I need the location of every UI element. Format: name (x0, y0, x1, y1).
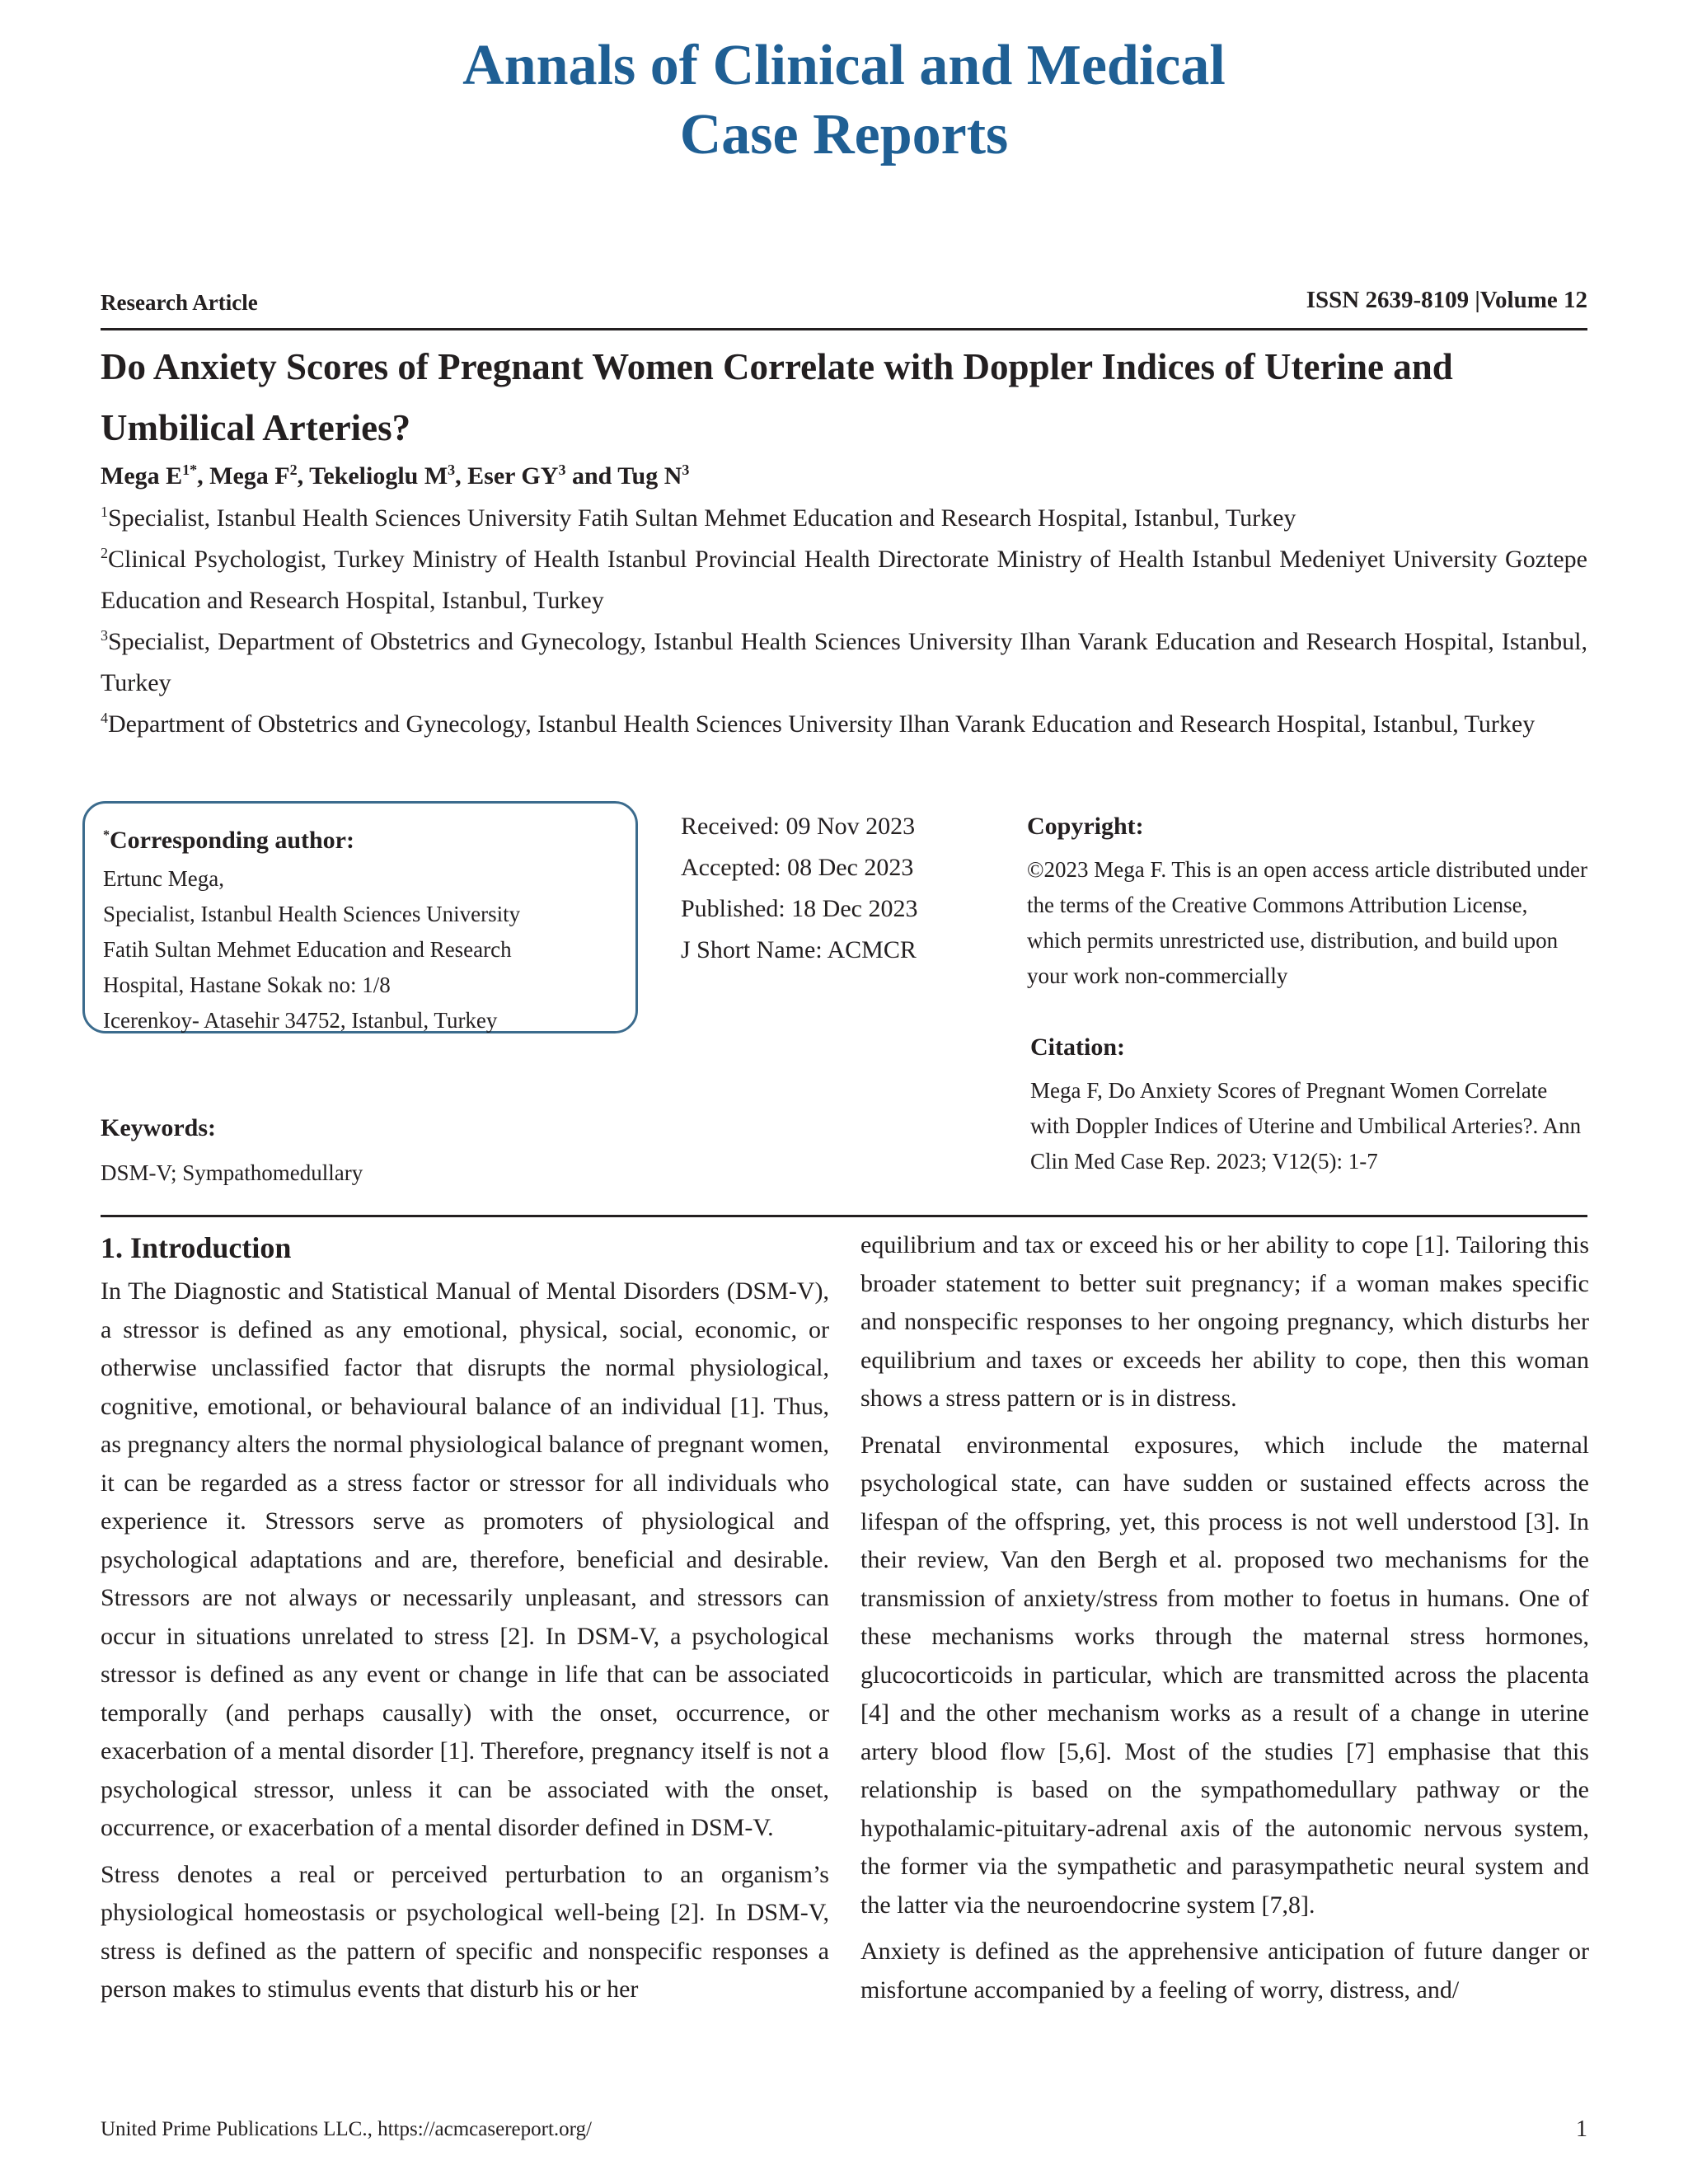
section-heading: 1. Introduction (101, 1231, 292, 1264)
copyright-heading: Copyright: (1027, 813, 1144, 840)
body-paragraph: Prenatal environmental exposures, which include the maternal psychological state, can have sudden or sustained effects across the lifespan of the offspring, yet, this process is not well understood [3]. In their review, Van den Bergh et al. proposed two mechanisms for the transmission of anxiety/stress from mother to foetus in humans. One of these mechanisms works through the maternal stress hormones, glucocorticoids in particular, which are transmitted across the placenta [4] and the other mechanism works as a result of a change in uterine artery blood flow [5,6]. Most of the studies [7] emphasise that this relationship is based on the sympathomedullary pathway or the hypothalamic-pituitary-adrenal axis of the autonomic nervous system, the former via the sympathetic and parasympathetic neural system and the latter via the neuroendocrine system [7,8]. (860, 1431, 1589, 1919)
body-paragraph: equilibrium and tax or exceed his or her ability to cope [1]. Tailoring this broader statement to better suit pregnancy; if a woman makes specific and nonspecific responses to her ongoing pregnancy, which disturbs her equilibrium and taxes or exceeds her ability to cope, then this woman shows a stress pattern or is in distress. (860, 1231, 1589, 1412)
body-column-left (101, 1226, 829, 2018)
corresponding-line: Specialist, Istanbul Health Sciences University (103, 902, 521, 926)
article-dates (681, 806, 917, 971)
author-name: Eser GY (467, 462, 559, 490)
journal-title (0, 31, 1688, 170)
body-paragraph: Anxiety is defined as the apprehensive anticipation of future danger or misfortune accompanied by a feeling of worry, distress, and/ (860, 1938, 1589, 2004)
corresponding-author-box (82, 801, 638, 1033)
keywords-heading: Keywords: (101, 1114, 216, 1141)
body-paragraph: In The Diagnostic and Statistical Manual of Mental Disorders (DSM-V), a stressor is defined as any emotional, physical, social, economic, or otherwise unclassified factor that disrupts the normal physiological, cognitive, emotional, or behavioural balance of an individual [1]. Thus, as pregnancy alters the normal physiological balance of pregnant women, it can be regarded as a stress factor or stressor for all individuals who experience it. Stressors serve as promoters of physiological and psychological adaptations and are, therefore, beneficial and desirable. Stressors are not always or necessarily unpleasant, and stressors can occur in situations unrelated to stress [2]. In DSM-V, a psychological stressor is defined as any event or change in life that can be associated temporally (and perhaps causally) with the onset, occurrence, or exacerbation of a mental disorder [1]. Therefore, pregnancy itself is not a psychological stressor, unless it can be associated with the onset, occurrence, or exacerbation of a mental disorder defined in DSM-V. (101, 1277, 829, 1841)
corresponding-marker: * (103, 828, 110, 842)
corresponding-line: Ertunc Mega, (103, 866, 224, 891)
accepted-date: Accepted: 08 Dec 2023 (681, 854, 914, 881)
author-affiliation-marker: 3 (682, 462, 690, 478)
affiliation-marker: 1 (101, 504, 108, 520)
affiliation-text: Department of Obstetrics and Gynecology, Istanbul Health Sciences University Ilhan Varank Education and Research Hospital, Istanbul, Turkey (108, 710, 1536, 738)
citation-text: Mega F, Do Anxiety Scores of Pregnant Women Correlate with Doppler Indices of Uterine and Umbilical Arteries?. Ann Clin Med Case Rep. 2023; V12(5): 1-7 (1030, 1078, 1582, 1174)
corresponding-line: Hospital, Hastane Sokak no: 1/8 (103, 972, 391, 997)
affiliation-marker: 3 (101, 627, 108, 644)
journal-title-line2: Case Reports (679, 103, 1009, 166)
affiliation (101, 704, 1587, 745)
affiliation-text: Clinical Psychologist, Turkey Ministry of Health Istanbul Provincial Health Directorate Ministry of Health Istanbul Medeniyet University Goztepe Education and Research Hospital, Istanbul, Turkey (101, 546, 1587, 614)
citation-block (1030, 1027, 1587, 1179)
journal-short-name: J Short Name: ACMCR (681, 936, 917, 963)
corresponding-author-heading: *Corresponding author: (103, 827, 354, 854)
published-date: Published: 18 Dec 2023 (681, 895, 918, 922)
section-rule (101, 1215, 1587, 1217)
author-affiliation-marker: 3 (558, 462, 566, 478)
author-affiliation-marker: 3 (448, 462, 456, 478)
keywords-block (101, 1108, 363, 1191)
author-affiliation-marker: 1* (182, 462, 198, 478)
author-affiliation-marker: 2 (289, 462, 298, 478)
copyright-text: ©2023 Mega F. This is an open access article distributed under the terms of the Creative Commons Attribution License, which permits unrestricted use, distribution, and build upon your work non-commercially (1027, 857, 1587, 988)
received-date: Received: 09 Nov 2023 (681, 813, 916, 840)
affiliation (101, 539, 1587, 621)
copyright-block (1027, 806, 1587, 994)
issn-volume: ISSN 2639-8109 |Volume 12 (1306, 287, 1587, 313)
author-list (101, 460, 689, 493)
author-separator: , (297, 462, 310, 490)
header-rule (101, 328, 1587, 330)
page-number: 1 (1576, 2116, 1587, 2142)
article-type: Research Article (101, 290, 258, 315)
keywords-text: DSM-V; Sympathomedullary (101, 1160, 363, 1185)
author-name: Tekelioglu M (309, 462, 448, 490)
author-separator: and (565, 462, 618, 490)
author-name: Mega F (209, 462, 290, 490)
affiliation-marker: 2 (101, 545, 108, 561)
author-separator: , (455, 462, 468, 490)
affiliation-text: Specialist, Istanbul Health Sciences University Fatih Sultan Mehmet Education and Research Hospital, Istanbul, Turkey (108, 504, 1296, 532)
journal-title-line1: Annals of Clinical and Medical (462, 34, 1226, 97)
author-name: Tug N (617, 462, 682, 490)
author-name: Mega E (101, 462, 183, 490)
footer-publisher: United Prime Publications LLC., https://acmcasereport.org/ (101, 2118, 592, 2140)
body-column-right (860, 1226, 1589, 2018)
corresponding-line: Icerenkoy- Atasehir 34752, Istanbul, Turkey (103, 1008, 498, 1033)
affiliation-list (101, 498, 1587, 745)
affiliation-marker: 4 (101, 710, 108, 726)
author-separator: , (197, 462, 210, 490)
affiliation (101, 621, 1587, 704)
corresponding-line: Fatih Sultan Mehmet Education and Research (103, 937, 512, 962)
citation-heading: Citation: (1030, 1033, 1125, 1061)
affiliation-text: Specialist, Department of Obstetrics and Gynecology, Istanbul Health Sciences University Ilhan Varank Education and Research Hospital, Istanbul, Turkey (101, 628, 1587, 696)
body-paragraph: Stress denotes a real or perceived perturbation to an organism’s physiological homeostasis or psychological well-being [2]. In DSM-V, stress is defined as the pattern of specific and nonspecific responses a person makes to stimulus events that disturb his or her (101, 1860, 829, 2003)
affiliation (101, 498, 1587, 539)
article-title: Do Anxiety Scores of Pregnant Women Correlate with Doppler Indices of Uterine and Umbilical Arteries? (101, 346, 1453, 448)
